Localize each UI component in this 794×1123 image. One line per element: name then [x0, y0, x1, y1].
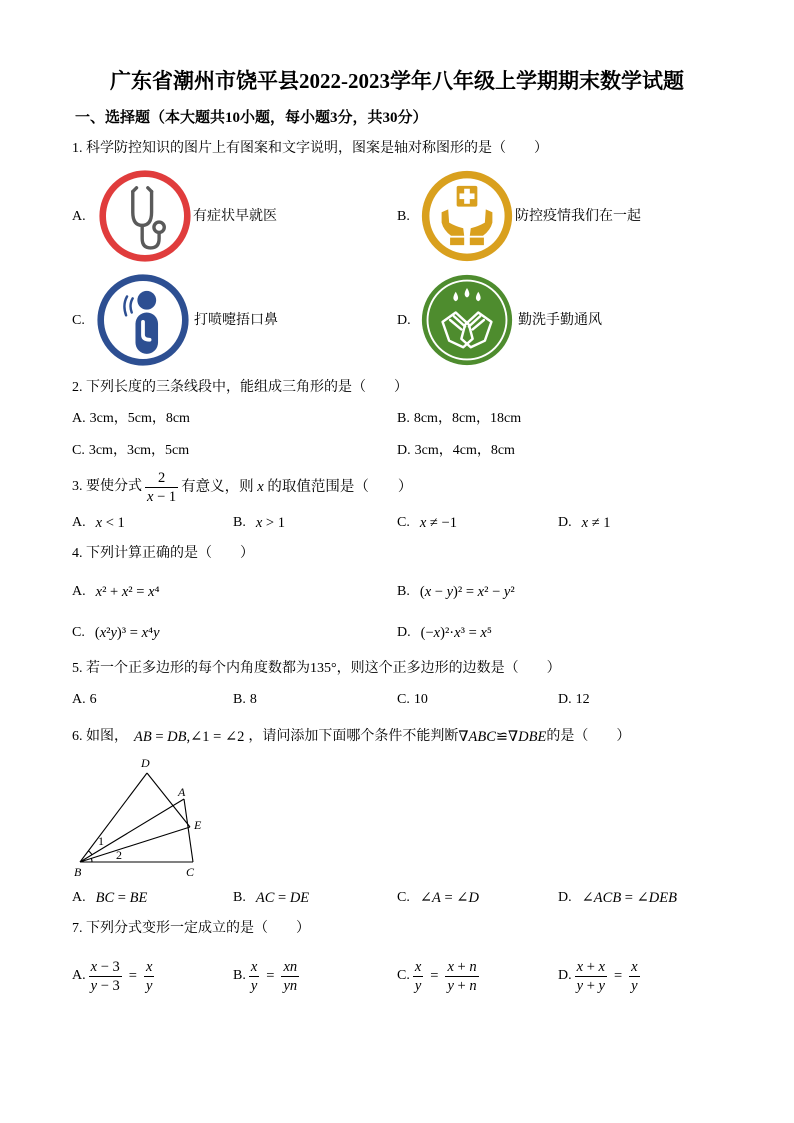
option-label: C.: [72, 443, 85, 458]
option-label: B.: [233, 968, 246, 983]
q1-option-c-caption: 打喷嚏捂口鼻: [194, 313, 278, 328]
fraction-denominator: x − 1: [147, 488, 177, 505]
q7-stem: 7. 下列分式变形一定成立的是（ ）: [72, 921, 310, 936]
equals-sign: =: [430, 968, 439, 984]
fraction-numerator: xn: [283, 958, 298, 975]
q6-option-b: [233, 888, 309, 908]
option-math: x² + x² = x⁴: [95, 584, 160, 600]
fraction-numerator: x: [414, 958, 422, 975]
q5-option-c: [397, 690, 428, 710]
page-title: 广东省潮州市饶平县2022-2023学年八年级上学期期末数学试题: [110, 69, 684, 93]
option-label: B.: [397, 411, 410, 426]
q1-option-a-label: A.: [72, 209, 86, 224]
segment-de: [147, 773, 190, 827]
q4-option-c: [72, 623, 160, 643]
fraction-numerator: x: [145, 958, 153, 975]
sneeze-person-icon: [96, 273, 190, 367]
option-label: A.: [72, 411, 86, 426]
q2-option-d: [397, 441, 515, 461]
q3-option-d: [558, 513, 611, 533]
point-label-e: E: [194, 818, 202, 832]
option-label: A.: [72, 692, 86, 707]
fraction-denominator: y + y: [576, 977, 605, 994]
q6-option-d: [558, 888, 677, 908]
segment-bd: [80, 773, 147, 862]
option-label: A.: [72, 890, 86, 905]
angle-label-2: 2: [116, 848, 122, 862]
option-text: 3cm，3cm，5cm: [88, 443, 190, 458]
fraction-denominator: y: [145, 977, 153, 994]
fraction-lhs: [89, 958, 122, 995]
segment-ba: [80, 799, 184, 862]
fraction-numerator: 2: [145, 469, 178, 488]
fraction-lhs: [413, 958, 423, 995]
q3-stem: [72, 467, 412, 507]
q6-condition: AB = DB,∠1 = ∠2: [134, 729, 245, 745]
q7-option-a: [72, 956, 157, 996]
fraction-numerator: x + x: [576, 958, 605, 975]
q6-stem-after: 的是（ ）: [546, 729, 631, 744]
fraction-numerator: x: [250, 958, 258, 975]
q3-fraction: [145, 469, 178, 506]
option-label: B.: [233, 692, 246, 707]
fraction-denominator: y: [250, 977, 258, 994]
q1-option-d-label: D.: [397, 313, 411, 328]
q3-stem-before: 3. 要使分式: [72, 479, 142, 494]
q2-option-a: [72, 409, 190, 429]
fraction-rhs: [445, 958, 478, 995]
q7-option-d: [558, 956, 643, 996]
q5-option-d: [558, 690, 590, 710]
option-text: 8: [249, 692, 257, 707]
q5-option-b: [233, 690, 257, 710]
option-math: ∠ACB = ∠DEB: [581, 890, 677, 906]
fraction-denominator: y + n: [447, 977, 477, 994]
stethoscope-icon: [98, 169, 192, 263]
q1-option-d-caption: 勤洗手勤通风: [518, 313, 602, 328]
q7-option-b: [233, 956, 302, 996]
option-label: B.: [397, 584, 410, 599]
option-label: C.: [397, 515, 410, 530]
option-math: x < 1: [95, 515, 125, 531]
equals-sign: =: [266, 968, 275, 984]
fraction-rhs: [629, 958, 639, 995]
angle-label-1: 1: [98, 834, 104, 848]
point-label-c: C: [186, 865, 195, 879]
point-label-a: A: [178, 785, 186, 799]
q1-option-a-caption: 有症状早就医: [193, 209, 277, 224]
option-label: D.: [397, 625, 411, 640]
option-label: A.: [72, 515, 86, 530]
angle-2-arc: [91, 858, 92, 862]
option-math: x ≠ 1: [581, 515, 611, 531]
q2-option-b: [397, 409, 521, 429]
q6-stem-middle: ，请问添加下面哪个条件不能判断: [248, 729, 459, 744]
q6-option-c: [397, 888, 479, 908]
option-label: C.: [397, 692, 410, 707]
option-math: (x − y)² = x² − y²: [419, 584, 515, 600]
option-label: D.: [558, 890, 572, 905]
option-math: x ≠ −1: [419, 515, 457, 531]
segment-ac: [184, 799, 193, 862]
q5-stem: 5. 若一个正多边形的每个内角度数都为135°，则这个正多边形的边数是（ ）: [72, 661, 561, 676]
q2-stem: 2. 下列长度的三条线段中，能组成三角形的是（ ）: [72, 380, 408, 395]
fraction-numerator: x − 3: [90, 958, 120, 975]
option-label: D.: [397, 443, 411, 458]
q2-option-c: [72, 441, 189, 461]
point-label-b: B: [74, 865, 82, 879]
option-label: C.: [72, 625, 85, 640]
fraction-numerator: x + n: [447, 958, 477, 975]
fraction-denominator: y − 3: [90, 977, 120, 994]
hand-washing-icon: [420, 273, 514, 367]
option-label: D.: [558, 692, 572, 707]
option-label: D.: [558, 515, 572, 530]
hands-cross-icon: [420, 169, 514, 263]
option-math: AC = DE: [255, 890, 310, 906]
q4-option-d: [397, 623, 492, 643]
q7-option-c: [397, 956, 482, 996]
q3-option-b: [233, 513, 285, 533]
option-label: D.: [558, 968, 572, 983]
q6-congruence: ∇ABC≌∇DBE: [458, 729, 547, 745]
q3-option-c: [397, 513, 457, 533]
option-label: A.: [72, 584, 86, 599]
q4-option-a: [72, 582, 160, 602]
q4-stem: 4. 下列计算正确的是（ ）: [72, 546, 254, 561]
angle-1-arc: [88, 851, 92, 855]
point-label-d: D: [141, 756, 150, 770]
fraction-denominator: yn: [283, 977, 298, 994]
q1-stem: 1. 科学防控知识的图片上有图案和文字说明，图案是轴对称图形的是（ ）: [72, 141, 548, 156]
option-text: 12: [575, 692, 590, 707]
equals-sign: =: [128, 968, 137, 984]
segment-be: [80, 827, 190, 862]
option-text: 8cm，8cm，18cm: [413, 411, 522, 426]
q1-option-b-label: B.: [397, 209, 410, 224]
option-label: C.: [397, 968, 410, 983]
option-label: C.: [397, 890, 410, 905]
q1-option-c-label: C.: [72, 313, 85, 328]
q3-option-a: [72, 513, 125, 533]
section-header: 一、选择题（本大题共10小题，每小题3分，共30分）: [75, 110, 428, 126]
q4-option-b: [397, 582, 515, 602]
equals-sign: =: [613, 968, 623, 984]
q6-stem: [72, 727, 630, 747]
q1-option-b-caption: 防控疫情我们在一起: [515, 209, 641, 224]
option-math: (−x)²·x³ = x⁵: [420, 625, 492, 641]
option-text: 6: [89, 692, 97, 707]
option-text: 10: [413, 692, 428, 707]
q6-option-a: [72, 888, 147, 908]
option-label: B.: [233, 515, 246, 530]
option-label: A.: [72, 968, 86, 983]
fraction-rhs: [281, 958, 299, 995]
q6-stem-before: 6. 如图，: [72, 729, 128, 744]
option-math: x > 1: [255, 515, 285, 531]
q5-option-a: [72, 690, 97, 710]
triangle-figure: [70, 755, 210, 880]
fraction-denominator: y: [414, 977, 422, 994]
fraction-numerator: x: [631, 958, 638, 975]
fraction-rhs: [144, 958, 154, 995]
option-label: B.: [233, 890, 246, 905]
option-math: BC = BE: [95, 890, 148, 906]
fraction-lhs: [249, 958, 259, 995]
option-math: (x²y)³ = x⁴y: [94, 625, 160, 641]
option-text: 3cm，4cm，8cm: [414, 443, 515, 458]
option-math: ∠A = ∠D: [419, 890, 479, 906]
fraction-denominator: y: [631, 977, 638, 994]
option-text: 3cm，5cm，8cm: [89, 411, 190, 426]
q3-stem-after: 有意义，则 x 的取值范围是（ ）: [181, 479, 413, 495]
fraction-lhs: [575, 958, 607, 995]
